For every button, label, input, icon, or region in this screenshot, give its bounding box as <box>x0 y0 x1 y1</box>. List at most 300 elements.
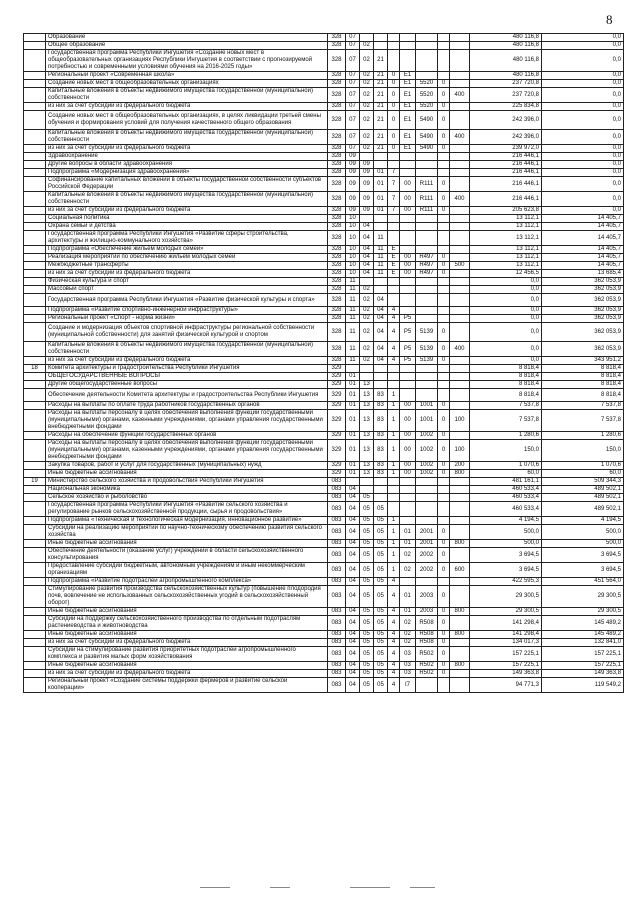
ved-code-cell: 329 <box>328 365 346 373</box>
program-code-cell: 04 <box>374 342 388 357</box>
ved-code-cell: 083 <box>328 678 346 693</box>
subprogram-code-cell: 1 <box>388 410 400 432</box>
subsection-code-cell: 05 <box>360 670 374 678</box>
amount-year1-cell: 4 194,5 <box>470 517 542 525</box>
amount-year1-cell: 1 070,6 <box>470 462 542 470</box>
section-code-cell: 04 <box>346 647 360 662</box>
project-code-cell <box>400 161 416 169</box>
project-code-cell: 00 <box>400 470 416 478</box>
subsection-code-cell: 09 <box>360 207 374 215</box>
direction-suffix-cell <box>438 365 450 373</box>
subprogram-code-cell <box>388 294 400 307</box>
amount-year2-cell: 8 818,4 <box>542 389 624 402</box>
amount-year1-cell: 157 225,1 <box>470 662 542 670</box>
project-code-cell: 00 <box>400 192 416 207</box>
row-number-cell <box>24 42 46 50</box>
section-code-cell: 04 <box>346 631 360 639</box>
row-name-cell: Национальная экономика <box>46 486 328 494</box>
table-row <box>24 357 624 365</box>
project-code-cell <box>400 246 416 254</box>
table-row <box>24 254 624 262</box>
expense-type-cell <box>450 478 470 486</box>
direction-suffix-cell <box>438 72 450 80</box>
ved-code-cell: 329 <box>328 402 346 410</box>
ved-code-cell: 083 <box>328 608 346 616</box>
amount-year1-cell: 12 456,5 <box>470 270 542 278</box>
table-row <box>24 502 624 517</box>
row-number-cell <box>24 373 46 381</box>
section-code-cell: 04 <box>346 639 360 647</box>
project-code-cell: 00 <box>400 262 416 270</box>
table-row <box>24 616 624 631</box>
table-row <box>24 470 624 478</box>
subprogram-code-cell: 7 <box>388 207 400 215</box>
project-code-cell: 02 <box>400 563 416 578</box>
amount-year2-cell: 343 951,2 <box>542 357 624 365</box>
direction-suffix-cell <box>438 517 450 525</box>
project-code-cell: 02 <box>400 616 416 631</box>
project-code-cell: 03 <box>400 647 416 662</box>
subprogram-code-cell: 4 <box>388 608 400 616</box>
row-name-cell: Субсидии на стимулирование развития приоритетных подотраслей агропромышленного комплекса и развития малых форм хозяйствования <box>46 647 328 662</box>
section-code-cell: 04 <box>346 486 360 494</box>
direction-suffix-cell <box>438 42 450 50</box>
program-code-cell: 21 <box>374 130 388 145</box>
row-number-cell <box>24 440 46 462</box>
project-code-cell: 01 <box>400 608 416 616</box>
direction-code-cell <box>416 486 438 494</box>
subprogram-code-cell: 7 <box>388 177 400 192</box>
project-code-cell: E1 <box>400 130 416 145</box>
table-row <box>24 578 624 586</box>
subprogram-code-cell: E <box>388 246 400 254</box>
amount-year1-cell: 216 446,1 <box>470 161 542 169</box>
section-code-cell: 01 <box>346 410 360 432</box>
subprogram-code-cell <box>388 215 400 223</box>
ved-code-cell: 328 <box>328 270 346 278</box>
subsection-code-cell: 02 <box>360 315 374 323</box>
expense-type-cell: 200 <box>450 462 470 470</box>
row-number-cell <box>24 381 46 389</box>
project-code-cell: E1 <box>400 72 416 80</box>
section-code-cell: 10 <box>346 246 360 254</box>
amount-year1-cell: 7 537,8 <box>470 410 542 432</box>
amount-year2-cell: 8 818,4 <box>542 373 624 381</box>
program-code-cell: 05 <box>374 678 388 693</box>
ved-code-cell: 328 <box>328 50 346 72</box>
expense-type-cell: 400 <box>450 192 470 207</box>
subsection-code-cell: 13 <box>360 440 374 462</box>
row-name-cell: Расходы на обеспечение функций государственных органов <box>46 432 328 440</box>
row-name-cell: Региональный проект «Спорт - норма жизни» <box>46 315 328 323</box>
row-name-cell: Предоставление субсидий бюджетным, автономным учреждениям и иным некоммерческим организациям <box>46 563 328 578</box>
amount-year1-cell: 8 818,4 <box>470 389 542 402</box>
section-code-cell: 04 <box>346 616 360 631</box>
subsection-code-cell: 04 <box>360 254 374 262</box>
direction-code-cell: 2002 <box>416 548 438 563</box>
section-code-cell: 09 <box>346 192 360 207</box>
direction-suffix-cell <box>438 278 450 286</box>
row-name-cell: Расходы на выплаты персоналу в целях обеспечения выполнения функций государственными (муниципальными) органами, казенными учреждениями, органами управления государственными внебюджетными фондами <box>46 440 328 462</box>
section-code-cell: 07 <box>346 145 360 153</box>
direction-code-cell <box>416 42 438 50</box>
direction-suffix-cell <box>438 389 450 402</box>
section-code-cell: 01 <box>346 440 360 462</box>
direction-suffix-cell: 0 <box>438 586 450 608</box>
direction-code-cell <box>416 231 438 246</box>
subsection-code-cell: 05 <box>360 631 374 639</box>
expense-type-cell <box>450 616 470 631</box>
expense-type-cell <box>450 278 470 286</box>
direction-suffix-cell: 0 <box>438 440 450 462</box>
subprogram-code-cell <box>388 153 400 161</box>
program-code-cell: 83 <box>374 402 388 410</box>
row-name-cell: Другие вопросы в области здравоохранения <box>46 161 328 169</box>
row-name-cell: Иные бюджетные ассигнования <box>46 470 328 478</box>
row-number-cell <box>24 470 46 478</box>
program-code-cell: 21 <box>374 72 388 80</box>
direction-suffix-cell: 0 <box>438 548 450 563</box>
table-row <box>24 631 624 639</box>
subsection-code-cell <box>360 478 374 486</box>
program-code-cell: 05 <box>374 608 388 616</box>
amount-year1-cell: 216 446,1 <box>470 177 542 192</box>
amount-year1-cell: 225 834,8 <box>470 103 542 111</box>
section-code-cell: 09 <box>346 177 360 192</box>
program-code-cell: 01 <box>374 207 388 215</box>
direction-code-cell: R502 <box>416 647 438 662</box>
direction-suffix-cell: 0 <box>438 111 450 130</box>
table-row <box>24 153 624 161</box>
program-code-cell: 05 <box>374 525 388 540</box>
amount-year1-cell: 242 396,0 <box>470 130 542 145</box>
project-code-cell <box>400 231 416 246</box>
amount-year2-cell: 14 405,7 <box>542 223 624 231</box>
row-number-cell <box>24 647 46 662</box>
section-code-cell: 01 <box>346 432 360 440</box>
direction-code-cell <box>416 517 438 525</box>
section-code-cell <box>346 478 360 486</box>
direction-code-cell: 5520 <box>416 103 438 111</box>
direction-suffix-cell: 0 <box>438 103 450 111</box>
ved-code-cell: 083 <box>328 662 346 670</box>
project-code-cell <box>400 486 416 494</box>
amount-year1-cell: 0,0 <box>470 294 542 307</box>
subsection-code-cell <box>360 34 374 42</box>
row-number-cell <box>24 502 46 517</box>
amount-year1-cell: 480 116,8 <box>470 72 542 80</box>
program-code-cell: 21 <box>374 50 388 72</box>
row-name-cell: ОБЩЕГОСУДАРСТВЕННЫЕ ВОПРОСЫ <box>46 373 328 381</box>
expense-type-cell <box>450 231 470 246</box>
direction-code-cell: R502 <box>416 662 438 670</box>
subsection-code-cell: 13 <box>360 432 374 440</box>
section-code-cell: 04 <box>346 525 360 540</box>
expense-type-cell <box>450 153 470 161</box>
ved-code-cell: 328 <box>328 88 346 103</box>
program-code-cell <box>374 373 388 381</box>
direction-code-cell: 1001 <box>416 402 438 410</box>
project-code-cell <box>400 381 416 389</box>
row-name-cell: Закупка товаров, работ и услуг для государственных (муниципальных) нужд <box>46 462 328 470</box>
project-code-cell: 01 <box>400 525 416 540</box>
table-row <box>24 103 624 111</box>
amount-year2-cell: 0,0 <box>542 111 624 130</box>
amount-year2-cell: 0,0 <box>542 88 624 103</box>
subsection-code-cell: 05 <box>360 662 374 670</box>
amount-year2-cell: 0,0 <box>542 72 624 80</box>
subsection-code-cell: 09 <box>360 169 374 177</box>
row-number-cell <box>24 223 46 231</box>
expense-type-cell <box>450 254 470 262</box>
section-code-cell: 01 <box>346 389 360 402</box>
subprogram-code-cell: 4 <box>388 315 400 323</box>
project-code-cell: 00 <box>400 270 416 278</box>
subprogram-code-cell: 0 <box>388 88 400 103</box>
program-code-cell: 21 <box>374 88 388 103</box>
amount-year2-cell: 157 225,1 <box>542 647 624 662</box>
row-name-cell: Субсидии на поддержку сельскохозяйственного производства по отдельным подотраслям растениеводства и животноводства <box>46 616 328 631</box>
ved-code-cell: 329 <box>328 381 346 389</box>
project-code-cell: 03 <box>400 662 416 670</box>
amount-year2-cell: 362 053,9 <box>542 278 624 286</box>
direction-suffix-cell <box>438 478 450 486</box>
section-code-cell: 07 <box>346 42 360 50</box>
row-number-cell <box>24 494 46 502</box>
subsection-code-cell: 04 <box>360 262 374 270</box>
row-number-cell <box>24 270 46 278</box>
program-code-cell: 05 <box>374 586 388 608</box>
expense-type-cell: 800 <box>450 662 470 670</box>
table-row <box>24 323 624 342</box>
direction-suffix-cell: 0 <box>438 88 450 103</box>
direction-code-cell: 1002 <box>416 470 438 478</box>
table-row <box>24 647 624 662</box>
amount-year1-cell: 13 112,1 <box>470 246 542 254</box>
row-number-cell <box>24 50 46 72</box>
subprogram-code-cell <box>388 231 400 246</box>
expense-type-cell: 400 <box>450 88 470 103</box>
subprogram-code-cell <box>388 42 400 50</box>
amount-year1-cell: 0,0 <box>470 342 542 357</box>
section-code-cell: 10 <box>346 254 360 262</box>
row-name-cell: Образование <box>46 34 328 42</box>
program-code-cell: 21 <box>374 103 388 111</box>
row-name-cell: Капитальные вложения в объекты недвижимого имущества государственной (муниципальной) собственности <box>46 342 328 357</box>
row-number-cell <box>24 540 46 548</box>
ved-code-cell: 329 <box>328 389 346 402</box>
direction-code-cell: 1002 <box>416 432 438 440</box>
amount-year1-cell: 3 694,5 <box>470 548 542 563</box>
program-code-cell: 05 <box>374 563 388 578</box>
expense-type-cell <box>450 80 470 88</box>
section-code-cell: 07 <box>346 72 360 80</box>
row-number-cell <box>24 678 46 693</box>
expense-type-cell: 800 <box>450 540 470 548</box>
subsection-code-cell <box>360 486 374 494</box>
amount-year1-cell: 205 623,8 <box>470 207 542 215</box>
amount-year1-cell: 460 533,4 <box>470 486 542 494</box>
ved-code-cell: 329 <box>328 373 346 381</box>
amount-year1-cell: 8 818,4 <box>470 373 542 381</box>
program-code-cell: 04 <box>374 357 388 365</box>
amount-year2-cell: 7 537,8 <box>542 402 624 410</box>
ved-code-cell: 328 <box>328 342 346 357</box>
expense-type-cell: 800 <box>450 470 470 478</box>
table-row <box>24 462 624 470</box>
program-code-cell: 05 <box>374 540 388 548</box>
expense-type-cell <box>450 365 470 373</box>
subprogram-code-cell: 1 <box>388 402 400 410</box>
direction-suffix-cell: 0 <box>438 80 450 88</box>
subsection-code-cell: 02 <box>360 111 374 130</box>
direction-code-cell: R111 <box>416 192 438 207</box>
amount-year2-cell: 13 685,4 <box>542 270 624 278</box>
section-code-cell: 11 <box>346 315 360 323</box>
amount-year2-cell: 7 537,8 <box>542 410 624 432</box>
subprogram-code-cell: 4 <box>388 578 400 586</box>
table-row <box>24 169 624 177</box>
subsection-code-cell: 02 <box>360 294 374 307</box>
expense-type-cell <box>450 357 470 365</box>
project-code-cell: I7 <box>400 678 416 693</box>
direction-code-cell <box>416 294 438 307</box>
direction-suffix-cell <box>438 169 450 177</box>
ved-code-cell: 329 <box>328 462 346 470</box>
amount-year1-cell: 237 720,8 <box>470 88 542 103</box>
amount-year1-cell: 157 225,1 <box>470 647 542 662</box>
expense-type-cell <box>450 307 470 315</box>
ved-code-cell: 328 <box>328 323 346 342</box>
table-row <box>24 215 624 223</box>
program-code-cell: 05 <box>374 578 388 586</box>
row-number-cell <box>24 639 46 647</box>
section-code-cell: 01 <box>346 470 360 478</box>
table-row <box>24 307 624 315</box>
project-code-cell: P5 <box>400 357 416 365</box>
program-code-cell: 21 <box>374 80 388 88</box>
row-number-cell <box>24 608 46 616</box>
subprogram-code-cell: 4 <box>388 616 400 631</box>
amount-year1-cell: 141 298,4 <box>470 616 542 631</box>
row-name-cell: из них за счет субсидии из федерального бюджета <box>46 103 328 111</box>
row-name-cell: Подпрограмма «Обеспечение жильем молодых семей» <box>46 246 328 254</box>
subsection-code-cell: 02 <box>360 50 374 72</box>
section-code-cell: 04 <box>346 608 360 616</box>
program-code-cell <box>374 486 388 494</box>
project-code-cell: 00 <box>400 440 416 462</box>
direction-suffix-cell: 0 <box>438 432 450 440</box>
direction-suffix-cell: 0 <box>438 631 450 639</box>
program-code-cell: 05 <box>374 616 388 631</box>
direction-code-cell: 1002 <box>416 462 438 470</box>
row-name-cell: из них за счет субсидии из федерального бюджета <box>46 670 328 678</box>
amount-year1-cell: 13 112,1 <box>470 223 542 231</box>
amount-year2-cell: 500,0 <box>542 525 624 540</box>
subprogram-code-cell <box>388 34 400 42</box>
amount-year2-cell: 14 405,7 <box>542 215 624 223</box>
project-code-cell: 02 <box>400 548 416 563</box>
project-code-cell: E1 <box>400 111 416 130</box>
subprogram-code-cell: 7 <box>388 169 400 177</box>
direction-code-cell: 2003 <box>416 586 438 608</box>
section-code-cell: 07 <box>346 111 360 130</box>
expense-type-cell <box>450 294 470 307</box>
subprogram-code-cell <box>388 494 400 502</box>
table-row <box>24 231 624 246</box>
subprogram-code-cell: 1 <box>388 525 400 540</box>
subsection-code-cell: 13 <box>360 462 374 470</box>
program-code-cell: 83 <box>374 470 388 478</box>
program-code-cell: 21 <box>374 145 388 153</box>
row-number-cell <box>24 286 46 294</box>
amount-year1-cell: 8 818,4 <box>470 365 542 373</box>
table-row <box>24 608 624 616</box>
project-code-cell: 01 <box>400 540 416 548</box>
subprogram-code-cell: 1 <box>388 440 400 462</box>
project-code-cell <box>400 50 416 72</box>
ved-code-cell: 083 <box>328 494 346 502</box>
subsection-code-cell: 02 <box>360 145 374 153</box>
program-code-cell: 04 <box>374 315 388 323</box>
row-number-cell <box>24 169 46 177</box>
project-code-cell <box>400 478 416 486</box>
amount-year2-cell: 149 363,8 <box>542 670 624 678</box>
program-code-cell <box>374 365 388 373</box>
project-code-cell: E1 <box>400 88 416 103</box>
ved-code-cell: 328 <box>328 294 346 307</box>
section-code-cell: 10 <box>346 223 360 231</box>
subsection-code-cell: 04 <box>360 270 374 278</box>
section-code-cell: 04 <box>346 563 360 578</box>
table-row <box>24 440 624 462</box>
subsection-code-cell: 04 <box>360 246 374 254</box>
row-name-cell: Охрана семьи и детства <box>46 223 328 231</box>
ved-code-cell: 083 <box>328 647 346 662</box>
table-row <box>24 315 624 323</box>
subprogram-code-cell: 1 <box>388 389 400 402</box>
direction-code-cell: 5490 <box>416 145 438 153</box>
amount-year1-cell: 29 300,5 <box>470 586 542 608</box>
amount-year1-cell: 150,0 <box>470 440 542 462</box>
direction-suffix-cell <box>438 34 450 42</box>
row-number-cell <box>24 215 46 223</box>
amount-year2-cell: 0,0 <box>542 161 624 169</box>
amount-year2-cell: 362 053,9 <box>542 342 624 357</box>
subprogram-code-cell <box>388 161 400 169</box>
expense-type-cell <box>450 502 470 517</box>
project-code-cell <box>400 34 416 42</box>
row-name-cell: Стимулирование развития производства сельскохозяйственных культур (повышение плодородия почв, вовлечение не использованных сельскохозяйственных угодий в сельскохозяйственный оборот) <box>46 586 328 608</box>
subprogram-code-cell: 1 <box>388 540 400 548</box>
direction-suffix-cell: 0 <box>438 254 450 262</box>
project-code-cell: 00 <box>400 177 416 192</box>
program-code-cell: 04 <box>374 307 388 315</box>
project-code-cell: P5 <box>400 315 416 323</box>
row-name-cell: Государственная программа Республики Ингушетия «Создание новых мест в общеобразовательных организациях Республики Ингушетия в соответствии с прогнозируемой потребностью и современными условиями обучения на 2016-2025 годы» <box>46 50 328 72</box>
program-code-cell: 05 <box>374 631 388 639</box>
row-name-cell: Массовый спорт <box>46 286 328 294</box>
ved-code-cell: 083 <box>328 578 346 586</box>
direction-suffix-cell <box>438 215 450 223</box>
amount-year2-cell: 119 549,2 <box>542 678 624 693</box>
row-name-cell: Иные бюджетные ассигнования <box>46 662 328 670</box>
direction-code-cell <box>416 578 438 586</box>
section-code-cell: 04 <box>346 678 360 693</box>
subsection-code-cell: 04 <box>360 231 374 246</box>
section-code-cell: 07 <box>346 88 360 103</box>
direction-code-cell <box>416 678 438 693</box>
